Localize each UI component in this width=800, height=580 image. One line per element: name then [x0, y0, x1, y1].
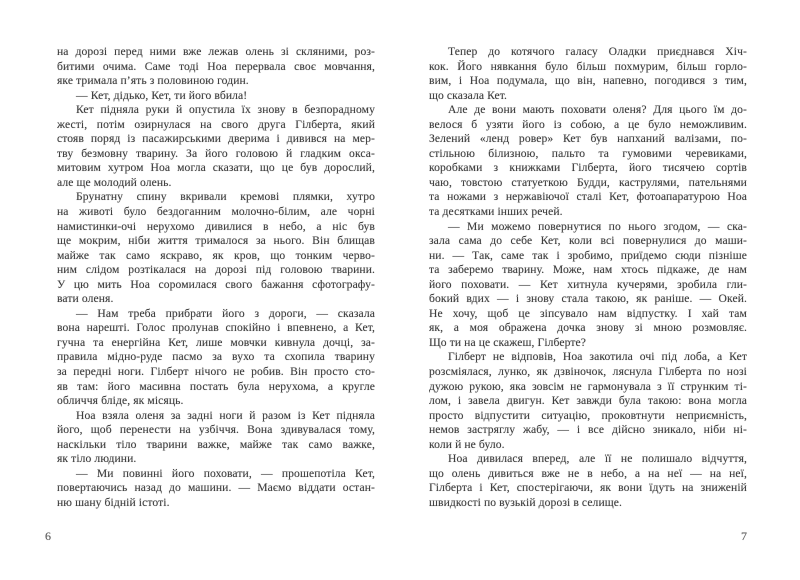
text-line: його, щоб перенести на узбіччя. Вона здивувалася тому,: [57, 423, 375, 437]
text-line: Гілберта і Кет, спостерігаючи, як вони їдуть на зниженій: [429, 481, 747, 495]
text-line: на дорозі перед ними вже лежав олень зі скляними, роз-: [57, 45, 375, 58]
text-line: Тепер до котячого галасу Оладки приєднався Хіч-: [448, 45, 747, 58]
text-line: гучна та енергійна Кет, лише мовчки кивнула дочці, за-: [57, 335, 375, 349]
text-line: Але де вони мають поховати оленя? Для цього їм до-: [448, 103, 747, 117]
text-line: битими очима. Саме тоді Ноа перервала своє мовчання,: [57, 59, 375, 73]
text-line: митовим хутром Ноа могла сказати, що це був дорослий,: [57, 161, 375, 175]
text-line: як, а моя ображена дочка знову зі мною розмовляє.: [429, 321, 747, 335]
text-line: велося б узяти його із собою, а це було неможливим.: [429, 117, 747, 131]
text-line: розсміялася, лунко, як дзвіночок, ляснула Гілберта по нозі: [429, 365, 747, 379]
text-line: повертаючись назад до машини. — Маємо віддати остан-: [57, 481, 375, 495]
text-line: Не хочу, щоб це зіпсувало нам відпустку. І хай там: [429, 306, 747, 320]
text-line: на животі було бездоганним молочно-білим, але чорні: [57, 205, 375, 219]
text-line: швидкості по вузькій дорозі в селище.: [429, 495, 623, 509]
text-line: жесті, потім озирнулася на свого друга Гілберта, який: [57, 117, 375, 131]
text-line: та ножами з нержавіючої сталі Кет, фотоапаратурою Ноа: [429, 190, 747, 204]
text-line: коробками з книжками Гілберта, його тисячею сортів: [429, 161, 747, 175]
text-line: ни. — Так, саме так і зробимо, приїдемо сюди пізніше: [429, 248, 747, 262]
text-line: — Ми повинні його поховати, — прошепотіла Кет,: [76, 466, 375, 480]
text-line: як тіло людини.: [57, 452, 137, 466]
text-line: дужою рукою, яка зовсім не гармонувала з її струнким ті-: [429, 379, 747, 393]
page-left-text: [57, 45, 375, 511]
text-line: стояв поряд із пасажирськими дверима і дивився на мер-: [57, 132, 375, 146]
text-line: Ноа взяла оленя за задні ноги й разом із Кет підняла: [76, 408, 375, 422]
text-line: яке тримала п’ять з половиною годин.: [57, 74, 249, 88]
text-line: ще мокрим, ніби життя трималося за нього. Він блищав: [57, 234, 375, 248]
text-line: Що ти на це скажеш, Гілберте?: [429, 335, 587, 349]
text-line: за передні ноги. Гілберт нічого не робив. Він просто сто-: [57, 365, 375, 379]
text-line: кок. Його нявкання було більш похмурим, більш горло-: [429, 59, 747, 73]
text-line: правила мідно-руде пасмо за вухо та схопила тварину: [57, 350, 375, 364]
text-line: обличчя бліде, як місяць.: [57, 394, 184, 408]
text-line: бокий вдих — і знову стала такою, як раніше. — Окей.: [429, 292, 747, 306]
text-line: що сказала Кет.: [429, 88, 508, 102]
page-number-left: 6: [45, 529, 51, 543]
text-line: просто відпустити ситуацію, проковтнути неприємність,: [429, 408, 747, 422]
text-line: лом, і завела двигун. Кет завжди була такою: вона могла: [429, 394, 747, 408]
text-line: його поховати. — Кет хитнула кучерями, зробила гли-: [429, 277, 747, 291]
text-line: ню шану бідній істоті.: [57, 495, 170, 509]
text-line: стільною білизною, пальто та гумовими черевиками,: [429, 146, 747, 160]
text-line: ним слідом розтікалася на дорозі під головою тварини.: [57, 263, 375, 277]
text-line: наскільки тіло тварини важке, майже так само важке,: [57, 437, 375, 451]
text-line: зала сама до себе Кет, коли всі повернулися до маши-: [429, 234, 747, 248]
text-line: немов застряглу жабу, — і все дійсно зникало, ніби ні-: [429, 423, 747, 437]
text-line: Зелений «ленд ровер» Кет був напханий валізами, по-: [429, 132, 747, 146]
text-line: чаю, товстою статуеткою Будди, каструлями, пательнями: [429, 175, 747, 189]
text-line: Гілберт не відповів, Ноа закотила очі під лоба, а Кет: [448, 350, 747, 364]
text-line: вим, і Ноа подумала, що він, напевно, погодився з тим,: [429, 74, 747, 88]
page-number-right: 7: [741, 529, 747, 543]
text-line: що олень дивиться вже не в небо, а на неї — на неї,: [429, 466, 747, 480]
text-line: Ноа дивилася вперед, але її не полишало відчуття,: [448, 452, 747, 466]
text-line: Брунатну спину вкривали кремові плямки, хутро: [76, 190, 375, 204]
text-line: вати оленя.: [57, 292, 114, 306]
text-line: — Ми можемо повернутися по нього згодом, — ска-: [448, 219, 747, 233]
text-line: яв там: його масивна постать була нерухома, а кругле: [57, 379, 375, 393]
text-line: та заберемо тварину. Може, нам хтось підкаже, де нам: [429, 263, 747, 277]
page-right-text: [429, 45, 747, 511]
text-line: намистинки-очі нерухомо дивилися в небо, а ніс був: [57, 219, 375, 233]
text-line: Кет підняла руки й опустила їх знову в безпорадному: [76, 103, 375, 117]
text-line: вона нарешті. Голос пролунав спокійно і впевнено, а Кет,: [57, 321, 375, 335]
text-line: У цю мить Ноа соромилася свого бажання сфотографу-: [57, 277, 375, 291]
text-line: та десятками інших речей.: [429, 205, 563, 219]
text-line: — Кет, дідько, Кет, ти його вбила!: [76, 88, 248, 102]
text-line: тву безмовну тварину. За його головою й гладким окса-: [57, 146, 375, 160]
text-line: але ще молодий олень.: [57, 175, 172, 189]
text-line: коли й не було.: [429, 437, 505, 451]
text-line: майже так само яскраво, як кров, що тонким черво-: [57, 248, 375, 262]
text-line: — Нам треба прибрати його з дороги, — сказала: [76, 306, 375, 320]
